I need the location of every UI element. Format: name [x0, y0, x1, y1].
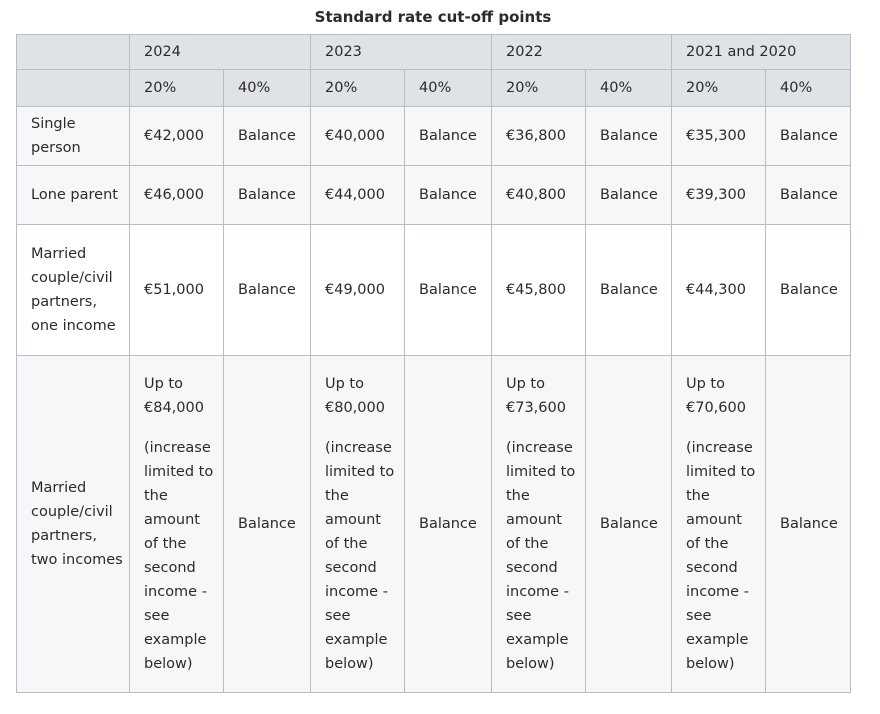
rate-40-cell: Balance — [224, 166, 311, 225]
rate-40-cell: Balance — [224, 225, 311, 356]
rate-20-cell — [311, 356, 405, 693]
rate-40-cell: Balance — [224, 356, 311, 693]
year-header: 2023 — [311, 35, 492, 70]
cutoff-amount: Up to €80,000 — [325, 376, 385, 416]
rate-20-cell: €44,000 — [311, 166, 405, 225]
cutoff-amount: Up to €84,000 — [144, 376, 204, 416]
rate-header: 20% — [672, 70, 766, 107]
table-row — [17, 356, 851, 693]
corner-cell — [17, 35, 130, 70]
year-header: 2022 — [492, 35, 672, 70]
rate-header: 20% — [130, 70, 224, 107]
rate-20-cell: €35,300 — [672, 107, 766, 166]
year-header: 2021 and 2020 — [672, 35, 851, 70]
cutoff-amount: Up to €70,600 — [686, 376, 746, 416]
rate-20-cell: €49,000 — [311, 225, 405, 356]
rate-40-cell: Balance — [405, 356, 492, 693]
rate-header: 20% — [492, 70, 586, 107]
row-label: Lone parent — [17, 166, 130, 225]
rate-40-cell: Balance — [586, 225, 672, 356]
cutoff-note: (increase limited to the amount of the second income - see example below) — [144, 440, 214, 672]
rate-40-cell: Balance — [405, 225, 492, 356]
rate-40-cell: Balance — [405, 166, 492, 225]
rate-40-cell: Balance — [586, 107, 672, 166]
row-label: Single person — [17, 107, 130, 166]
rate-40-cell: Balance — [224, 107, 311, 166]
cutoff-note: (increase limited to the amount of the second income - see example below) — [506, 440, 576, 672]
rate-20-cell — [672, 356, 766, 693]
table-row — [17, 225, 851, 356]
table-row — [17, 107, 851, 166]
rate-cutoff-table — [16, 34, 851, 693]
rate-20-cell: €36,800 — [492, 107, 586, 166]
rate-20-cell: €45,800 — [492, 225, 586, 356]
rate-40-cell: Balance — [405, 107, 492, 166]
cutoff-note: (increase limited to the amount of the second income - see example below) — [686, 440, 756, 672]
rate-20-cell: €44,300 — [672, 225, 766, 356]
rate-40-cell: Balance — [766, 166, 851, 225]
rate-header: 40% — [405, 70, 492, 107]
corner-cell — [17, 70, 130, 107]
rate-20-cell: €51,000 — [130, 225, 224, 356]
cutoff-note: (increase limited to the amount of the second income - see example below) — [325, 440, 395, 672]
rate-40-cell: Balance — [766, 356, 851, 693]
table-caption: Standard rate cut-off points — [314, 8, 552, 26]
rate-20-cell — [130, 356, 224, 693]
rate-header: 40% — [766, 70, 851, 107]
rate-20-cell: €39,300 — [672, 166, 766, 225]
rate-header: 40% — [586, 70, 672, 107]
rate-40-cell: Balance — [586, 166, 672, 225]
rate-40-cell: Balance — [766, 107, 851, 166]
cutoff-amount: Up to €73,600 — [506, 376, 566, 416]
rate-header: 20% — [311, 70, 405, 107]
rate-20-cell: €40,800 — [492, 166, 586, 225]
rate-40-cell: Balance — [586, 356, 672, 693]
rate-20-cell: €40,000 — [311, 107, 405, 166]
rate-header: 40% — [224, 70, 311, 107]
rate-20-cell: €46,000 — [130, 166, 224, 225]
rate-40-cell: Balance — [766, 225, 851, 356]
rate-20-cell: €42,000 — [130, 107, 224, 166]
row-label: Married couple/civil partners, two incomes — [17, 356, 130, 693]
year-header: 2024 — [130, 35, 311, 70]
rate-header-row — [17, 70, 851, 107]
rate-20-cell — [492, 356, 586, 693]
row-label: Married couple/civil partners, one income — [17, 225, 130, 356]
year-header-row — [17, 35, 851, 70]
table-row — [17, 166, 851, 225]
